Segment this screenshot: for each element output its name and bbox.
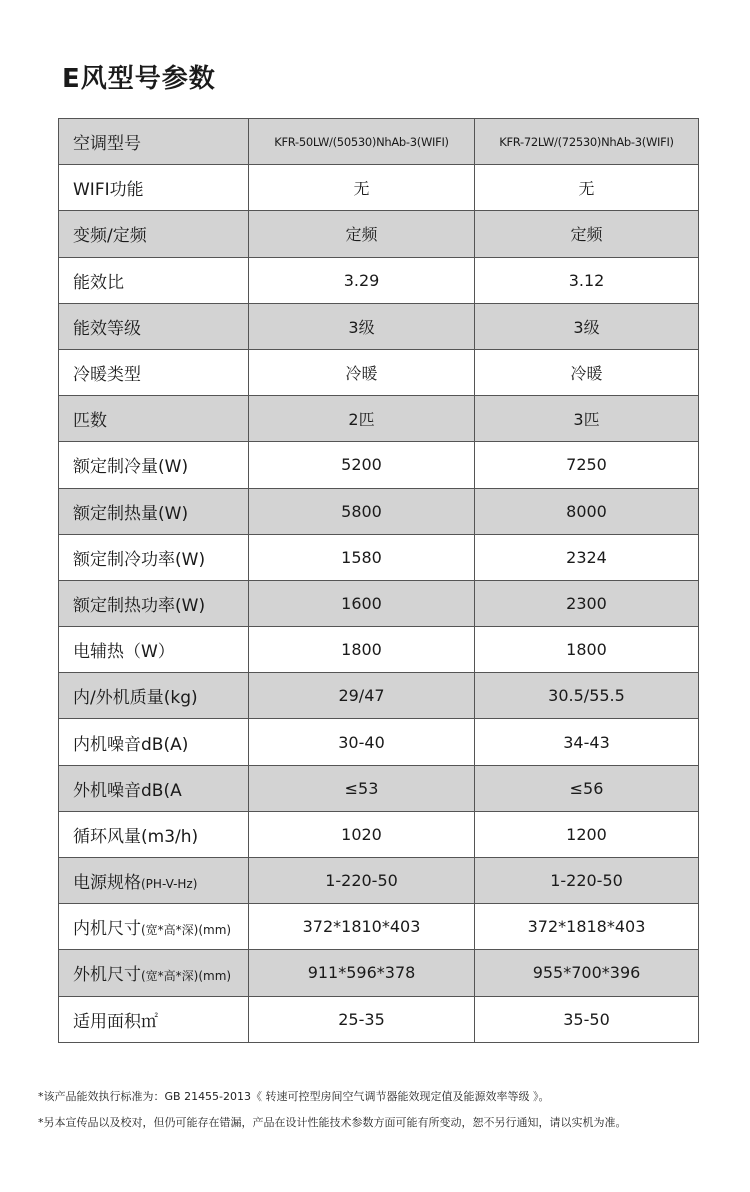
row-label-text: 额定制冷功率(W) (73, 549, 206, 570)
value-model-50: KFR-50LW/(50530)NhAb-3(WIFI) (249, 119, 475, 165)
table-row (59, 396, 699, 442)
value-model-50: 30-40 (249, 719, 475, 765)
value-model-72: 30.5/55.5 (475, 673, 699, 719)
table-row (59, 165, 699, 211)
value-model-50: 1580 (249, 534, 475, 580)
footnote-standard: *该产品能效执行标准为：GB 21455-2013《 转速可控型房间空气调节器能效现定值及能源效率等级 》。 (38, 1090, 550, 1103)
row-label-text: 冷暖类型 (73, 365, 141, 386)
row-label (59, 627, 249, 673)
value-model-72: 3.12 (475, 257, 699, 303)
value-model-50: 无 (249, 165, 475, 211)
table-row (59, 349, 699, 395)
row-label (59, 349, 249, 395)
value-model-50: 1800 (249, 627, 475, 673)
row-label-text: 内机噪音dB(A) (73, 734, 189, 755)
table-row (59, 119, 699, 165)
table-row (59, 904, 699, 950)
value-model-50: 372*1810*403 (249, 904, 475, 950)
row-label-text: 电源规格 (73, 873, 141, 894)
row-label-text: 额定制热功率(W) (73, 595, 206, 616)
value-model-72: 8000 (475, 488, 699, 534)
table-row (59, 719, 699, 765)
row-label-text: 变频/定频 (73, 226, 147, 247)
value-model-50: 29/47 (249, 673, 475, 719)
value-model-50: 25-35 (249, 996, 475, 1042)
row-label-text: 电辅热（W） (73, 642, 175, 663)
table-row (59, 811, 699, 857)
value-model-50: 1600 (249, 580, 475, 626)
value-model-72: 7250 (475, 442, 699, 488)
value-model-72: 无 (475, 165, 699, 211)
table-row (59, 580, 699, 626)
value-model-50: 3.29 (249, 257, 475, 303)
value-model-72: KFR-72LW/(72530)NhAb-3(WIFI) (475, 119, 699, 165)
value-model-72: 2324 (475, 534, 699, 580)
value-model-72: 3匹 (475, 396, 699, 442)
row-label-text: 额定制冷量(W) (73, 457, 189, 478)
row-label-unit: (宽*高*深)(mm) (141, 969, 232, 984)
value-model-72: 1800 (475, 627, 699, 673)
value-model-72: 3级 (475, 303, 699, 349)
table-row (59, 996, 699, 1042)
value-model-50: ≤53 (249, 765, 475, 811)
spec-table (58, 118, 699, 1043)
value-model-50: 1020 (249, 811, 475, 857)
value-model-72: 372*1818*403 (475, 904, 699, 950)
value-model-50: 3级 (249, 303, 475, 349)
value-model-72: 35-50 (475, 996, 699, 1042)
value-model-72: ≤56 (475, 765, 699, 811)
value-model-72: 定频 (475, 211, 699, 257)
row-label-text: 能效等级 (73, 318, 141, 339)
row-label-text: 能效比 (73, 272, 124, 293)
table-row (59, 765, 699, 811)
table-row (59, 211, 699, 257)
row-label-unit: (PH-V-Hz) (141, 877, 198, 892)
value-model-50: 5200 (249, 442, 475, 488)
value-model-72: 2300 (475, 580, 699, 626)
table-row (59, 673, 699, 719)
row-label-unit: (宽*高*深)(mm) (141, 923, 232, 938)
row-label-text: 外机尺寸 (73, 965, 141, 986)
footnotes (38, 1084, 738, 1136)
row-label (59, 719, 249, 765)
table-row (59, 627, 699, 673)
row-label (59, 580, 249, 626)
row-label (59, 211, 249, 257)
row-label (59, 442, 249, 488)
row-label (59, 950, 249, 996)
row-label (59, 396, 249, 442)
table-row (59, 303, 699, 349)
row-label (59, 996, 249, 1042)
footnote-disclaimer: *另本宣传品以及校对，但仍可能存在错漏，产品在设计性能技术参数方面可能有所变动，恕不另行通知，请以实机为准。 (38, 1116, 627, 1129)
row-label (59, 534, 249, 580)
row-label-text: 内/外机质量(kg) (73, 688, 198, 709)
row-label-text: 空调型号 (73, 134, 141, 155)
table-row (59, 858, 699, 904)
row-label (59, 303, 249, 349)
table-row (59, 442, 699, 488)
row-label-text: 循环风量(m3/h) (73, 826, 199, 847)
row-label-text: 外机噪音dB(A (73, 780, 182, 801)
row-label (59, 119, 249, 165)
row-label (59, 858, 249, 904)
row-label (59, 165, 249, 211)
row-label-text: 匹数 (73, 411, 107, 432)
table-row (59, 257, 699, 303)
value-model-50: 冷暖 (249, 349, 475, 395)
row-label (59, 673, 249, 719)
value-model-72: 冷暖 (475, 349, 699, 395)
row-label-text: 适用面积㎡ (73, 1011, 158, 1032)
value-model-72: 1200 (475, 811, 699, 857)
table-row (59, 950, 699, 996)
value-model-50: 定频 (249, 211, 475, 257)
value-model-72: 1-220-50 (475, 858, 699, 904)
row-label (59, 488, 249, 534)
row-label (59, 257, 249, 303)
spec-table-body (59, 119, 699, 1043)
table-row (59, 488, 699, 534)
row-label-text: WIFI功能 (73, 180, 144, 201)
row-label-text: 额定制热量(W) (73, 503, 189, 524)
value-model-50: 1-220-50 (249, 858, 475, 904)
value-model-50: 2匹 (249, 396, 475, 442)
row-label (59, 904, 249, 950)
table-row (59, 534, 699, 580)
value-model-50: 911*596*378 (249, 950, 475, 996)
page-title: E风型号参数 (62, 64, 216, 94)
row-label (59, 811, 249, 857)
value-model-72: 955*700*396 (475, 950, 699, 996)
value-model-50: 5800 (249, 488, 475, 534)
row-label-text: 内机尺寸 (73, 919, 141, 940)
row-label (59, 765, 249, 811)
value-model-72: 34-43 (475, 719, 699, 765)
